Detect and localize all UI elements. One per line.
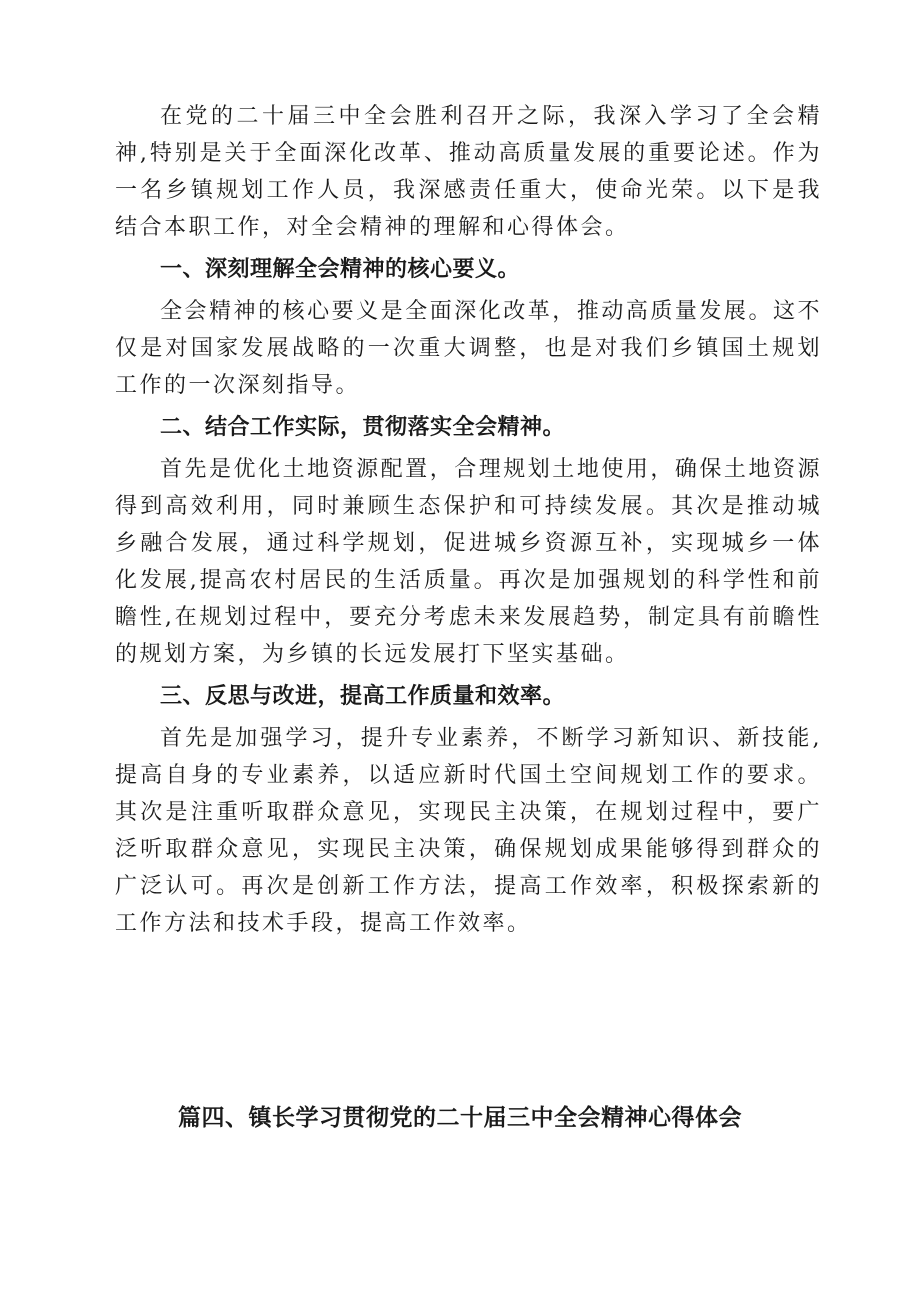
section-1-body: 全会精神的核心要义是全面深化改革，推动高质量发展。这不仅是对国家发展战略的一次重大调整，也是对我们乡镇国土规划工作的一次深刻指导。	[115, 299, 822, 398]
next-part-title: 篇四、镇长学习贯彻党的二十届三中全会精神心得体会	[178, 1105, 742, 1131]
section-1-heading: 一、深刻理解全会精神的核心要义。	[160, 257, 521, 282]
section-3-heading: 三、反思与改进，提高工作质量和效率。	[160, 684, 566, 709]
intro-paragraph: 在党的二十届三中全会胜利召开之际，我深入学习了全会精神,特别是关于全面深化改革、推动高质量发展的重要论述。作为一名乡镇规划工作人员，我深感责任重大，使命光荣。以下是我结合本职工作，对全会精神的理解和心得体会。	[115, 104, 822, 240]
section-2-heading: 二、结合工作实际，贯彻落实全会精神。	[160, 415, 566, 440]
section-3-body: 首先是加强学习，提升专业素养，不断学习新知识、新技能,提高自身的专业素养，以适应新时代国土空间规划工作的要求。其次是注重听取群众意见，实现民主决策，在规划过程中，要广泛听取群众意见，实现民主决策，确保规划成果能够得到群众的广泛认可。再次是创新工作方法，提高工作效率，积极探索新的工作方法和技术手段，提高工作效率。	[115, 726, 822, 936]
section-2-body: 首先是优化土地资源配置，合理规划土地使用，确保土地资源得到高效利用，同时兼顾生态保护和可持续发展。其次是推动城乡融合发展，通过科学规划，促进城乡资源互补，实现城乡一体化发展,提高农村居民的生活质量。再次是加强规划的科学性和前瞻性,在规划过程中，要充分考虑未来发展趋势，制定具有前瞻性的规划方案，为乡镇的长远发展打下坚实基础。	[115, 457, 822, 667]
